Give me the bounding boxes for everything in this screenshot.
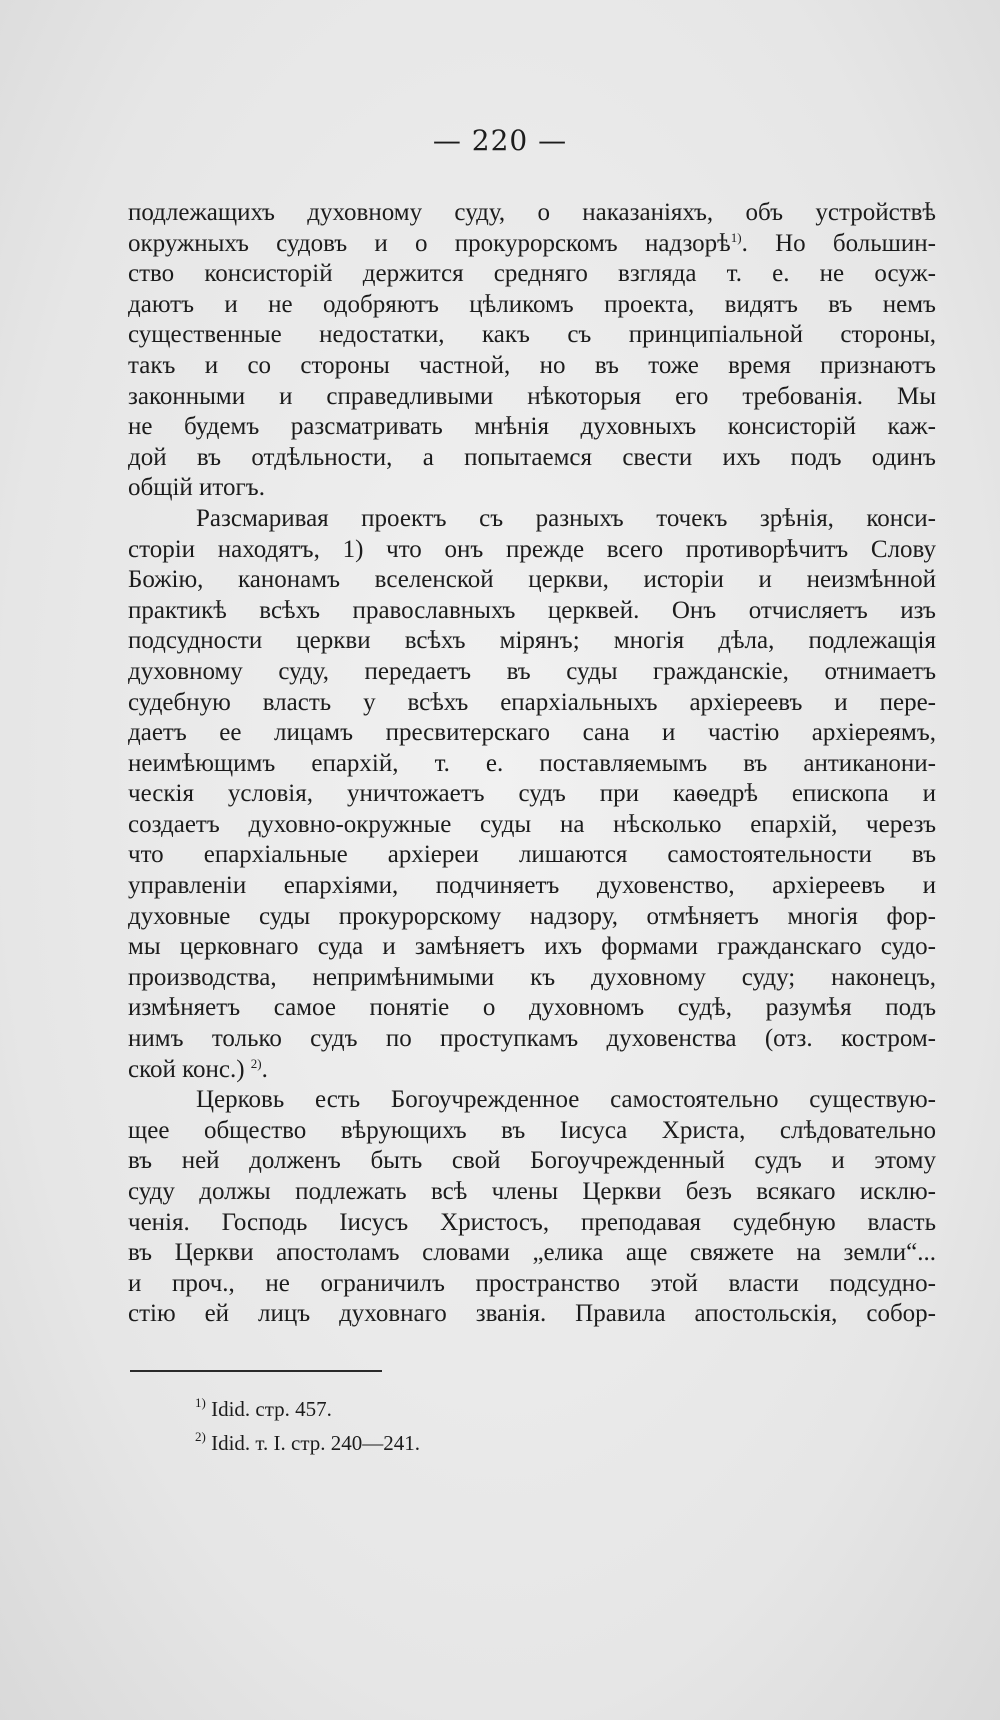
text-line: практикѣ всѣхъ православныхъ церквей. Онъ отчисляетъ изъ	[128, 596, 936, 624]
text-line: управленіи епархіями, подчиняетъ духовенство, архіереевъ и	[128, 872, 936, 900]
text-line	[128, 229, 936, 260]
text-line: духовные суды прокурорскому надзору, отмѣняетъ многія фор-	[128, 902, 936, 930]
text-line: подсудности церкви всѣхъ мірянъ; многія дѣла, подлежащія	[128, 627, 936, 655]
text-line: ческія условія, уничтожаетъ судъ при каѳедрѣ епископа и	[128, 780, 936, 808]
footnote-mark: 1)	[195, 1395, 206, 1410]
text-line: сторіи находятъ, 1) что онъ прежде всего противорѣчитъ Слову	[128, 535, 936, 563]
text-line: ство консисторій держится средняго взгляда т. е. не осуж-	[128, 260, 936, 288]
footnote-text: Idid. стр. 457.	[211, 1397, 332, 1421]
text-line: ченія. Господь Іисусъ Христосъ, преподавая судебную власть	[128, 1208, 936, 1236]
text-line: и проч., не ограничилъ пространство этой власти подсудно-	[128, 1269, 936, 1297]
footnote-divider	[130, 1370, 382, 1372]
text-line: мы церковнаго суда и замѣняетъ ихъ формами гражданскаго судо-	[128, 933, 936, 961]
text-line: Божію, канонамъ вселенской церкви, исторіи и неизмѣнной	[128, 566, 936, 594]
text-line: даютъ и не одобряютъ цѣликомъ проекта, видятъ въ немъ	[128, 290, 936, 318]
paragraph-1	[128, 198, 936, 504]
text-line-part: . Но большин-	[741, 229, 937, 257]
text-line: производства, непримѣнимыми къ духовному суду; наконецъ,	[128, 963, 936, 991]
text-line: дой въ отдѣльности, а попытаемся свести ихъ подъ одинъ	[128, 443, 936, 471]
text-line: нимъ только судъ по проступкамъ духовенства (отз. костром-	[128, 1025, 936, 1053]
text-line-part: ской конс.)	[128, 1055, 245, 1083]
text-line: духовному суду, передаетъ въ суды гражданскіе, отнимаетъ	[128, 657, 936, 685]
text-line: измѣняетъ самое понятіе о духовномъ судѣ, разумѣя подъ	[128, 994, 936, 1022]
text-line: даетъ ее лицамъ пресвитерскаго сана и частію архіереямъ,	[128, 719, 936, 747]
text-line-part: .	[261, 1055, 268, 1083]
text-line: въ ней долженъ быть свой Богоучрежденный судъ и этому	[128, 1147, 936, 1175]
text-line: неимѣющимъ епархій, т. е. поставляемымъ въ антиканони-	[128, 749, 936, 777]
text-line: судебную власть у всѣхъ епархіальныхъ архіереевъ и пере-	[128, 688, 936, 716]
text-line: общій итогъ.	[128, 474, 265, 502]
text-line: существенные недостатки, какъ съ принципіальной стороны,	[128, 321, 936, 349]
text-line: такъ и со стороны частной, но въ тоже время признаютъ	[128, 351, 936, 379]
text-line-part: окружныхъ судовъ и о прокурорскомъ надзорѣ	[128, 229, 731, 257]
footnotes	[195, 1392, 420, 1460]
text-line: создаетъ духовно-окружные суды на нѣсколько епархій, черезъ	[128, 810, 936, 838]
footnote-ref: 1)	[730, 229, 742, 245]
text-line: что епархіальные архіереи лишаются самостоятельности въ	[128, 841, 936, 869]
footnote-1	[195, 1392, 420, 1426]
text-line: подлежащихъ духовному суду, о наказаніяхъ, объ устройствѣ	[128, 199, 936, 226]
footnote-mark: 2)	[195, 1429, 206, 1444]
paragraph-3	[128, 1085, 936, 1330]
text-line: Церковь есть Богоучрежденное самостоятельно существую-	[196, 1086, 936, 1114]
text-line: законными и справедливыми нѣкоторыя его требованія. Мы	[128, 382, 936, 410]
text-line: суду должы подлежать всѣ члены Церкви безъ всякаго исклю-	[128, 1178, 936, 1205]
footnote-2	[195, 1426, 420, 1460]
page-number: — 220 —	[432, 124, 568, 157]
text-line	[128, 1055, 936, 1086]
text-line: стію ей лицъ духовнаго званія. Правила апостольскія, собор-	[128, 1300, 936, 1328]
footnote-ref: 2)	[250, 1055, 262, 1071]
text-line: въ Церкви апостоламъ словами „елика аще свяжете на земли“...	[128, 1239, 936, 1267]
text-line: Разсмаривая проектъ съ разныхъ точекъ зрѣнія, конси-	[196, 504, 936, 532]
text-line: не будемъ разсматривать мнѣнія духовныхъ консисторій каж-	[128, 413, 936, 441]
text-line: щее общество вѣрующихъ въ Іисуса Христа, слѣдовательно	[128, 1116, 936, 1144]
body-text	[128, 198, 936, 1330]
paragraph-2	[128, 504, 936, 1085]
footnote-text: Idid. т. I. стр. 240—241.	[211, 1431, 421, 1455]
